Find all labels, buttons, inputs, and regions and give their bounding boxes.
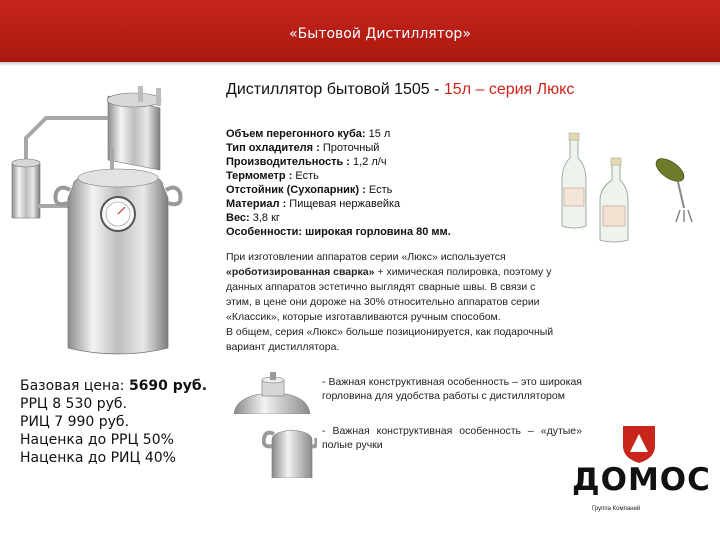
product-title-accent: 15л – серия Люкс xyxy=(443,81,575,98)
spec-row xyxy=(226,169,556,183)
brand-logo-text: ДОМОС xyxy=(572,462,711,498)
spec-label: Вес: xyxy=(226,212,250,224)
markup-rrc: Наценка до РРЦ 50% xyxy=(20,432,174,448)
spec-value: Проточный xyxy=(319,142,380,154)
base-price-value: 5690 руб. xyxy=(128,378,208,394)
base-price-label: Базовая цена: xyxy=(20,378,129,394)
spec-row xyxy=(226,141,556,155)
spec-label: Производительность : xyxy=(226,156,350,168)
spec-value: 15 л xyxy=(365,128,391,140)
spec-row xyxy=(226,225,556,239)
spec-value: 3,8 кг xyxy=(249,212,280,224)
spec-label: Материал : xyxy=(226,198,287,210)
handles-image xyxy=(262,420,317,478)
feature-hollow-handles: - Важная конструктивная особенность – «дутые» полые ручки xyxy=(322,425,582,451)
spec-row xyxy=(226,127,556,141)
rrc-price: РРЦ 8 530 руб. xyxy=(20,396,127,412)
spec-label: Тип охладителя : xyxy=(226,142,320,154)
header-bar xyxy=(0,0,720,62)
header-shadow xyxy=(0,62,720,66)
feature-wide-neck: - Важная конструктивная особенность – это широкая горловина для удобства работы с дистиллятором xyxy=(322,376,582,402)
ric-price: РИЦ 7 990 руб. xyxy=(20,414,130,430)
spec-value: Пищевая нержавейка xyxy=(286,198,401,210)
wide-neck-image xyxy=(232,372,312,414)
base-price xyxy=(20,377,207,395)
group-label: Группа Компаний xyxy=(592,506,641,512)
markup-ric: Наценка до РИЦ 40% xyxy=(20,450,176,466)
spec-value: Есть xyxy=(292,170,319,182)
spec-value: Есть xyxy=(365,184,393,196)
spec-row xyxy=(226,183,556,197)
spec-label: Объем перегонного куба: xyxy=(226,128,366,140)
spec-label: Особенности: широкая горловина 80 мм. xyxy=(226,226,451,238)
pricing-block xyxy=(20,377,207,467)
domos-emblem-icon xyxy=(621,424,657,464)
spec-list xyxy=(226,127,556,239)
distiller-image xyxy=(8,78,213,363)
spec-row xyxy=(226,155,556,169)
spec-label: Термометр : xyxy=(226,170,293,182)
spec-row xyxy=(226,211,556,225)
bottles-image xyxy=(556,130,706,250)
description xyxy=(226,250,556,355)
product-title xyxy=(226,81,574,99)
description-text: При изготовлении аппаратов серии «Люкс» используется xyxy=(226,251,506,263)
spec-row xyxy=(226,197,556,211)
product-title-main: Дистиллятор бытовой 1505 - xyxy=(226,81,444,98)
spec-value: 1,2 л/ч xyxy=(349,156,387,168)
description-text: + химическая полировка, поэтому у данных аппаратов эстетично выглядят сварные швы. В связи с этим, в цене они дороже на 30% относительно аппаратов серии «Классик», которые изготавливаются ручным способом. xyxy=(226,266,552,323)
spec-label: Отстойник (Сухопарник) : xyxy=(226,184,366,196)
page-title: «Бытовой Дистиллятор» xyxy=(289,26,471,42)
description-paragraph xyxy=(226,250,556,325)
description-paragraph: В общем, серия «Люкс» больше позиционируется, как подарочный вариант дистиллятора. xyxy=(226,326,554,353)
description-highlight: «роботизированная сварка» xyxy=(226,266,375,278)
